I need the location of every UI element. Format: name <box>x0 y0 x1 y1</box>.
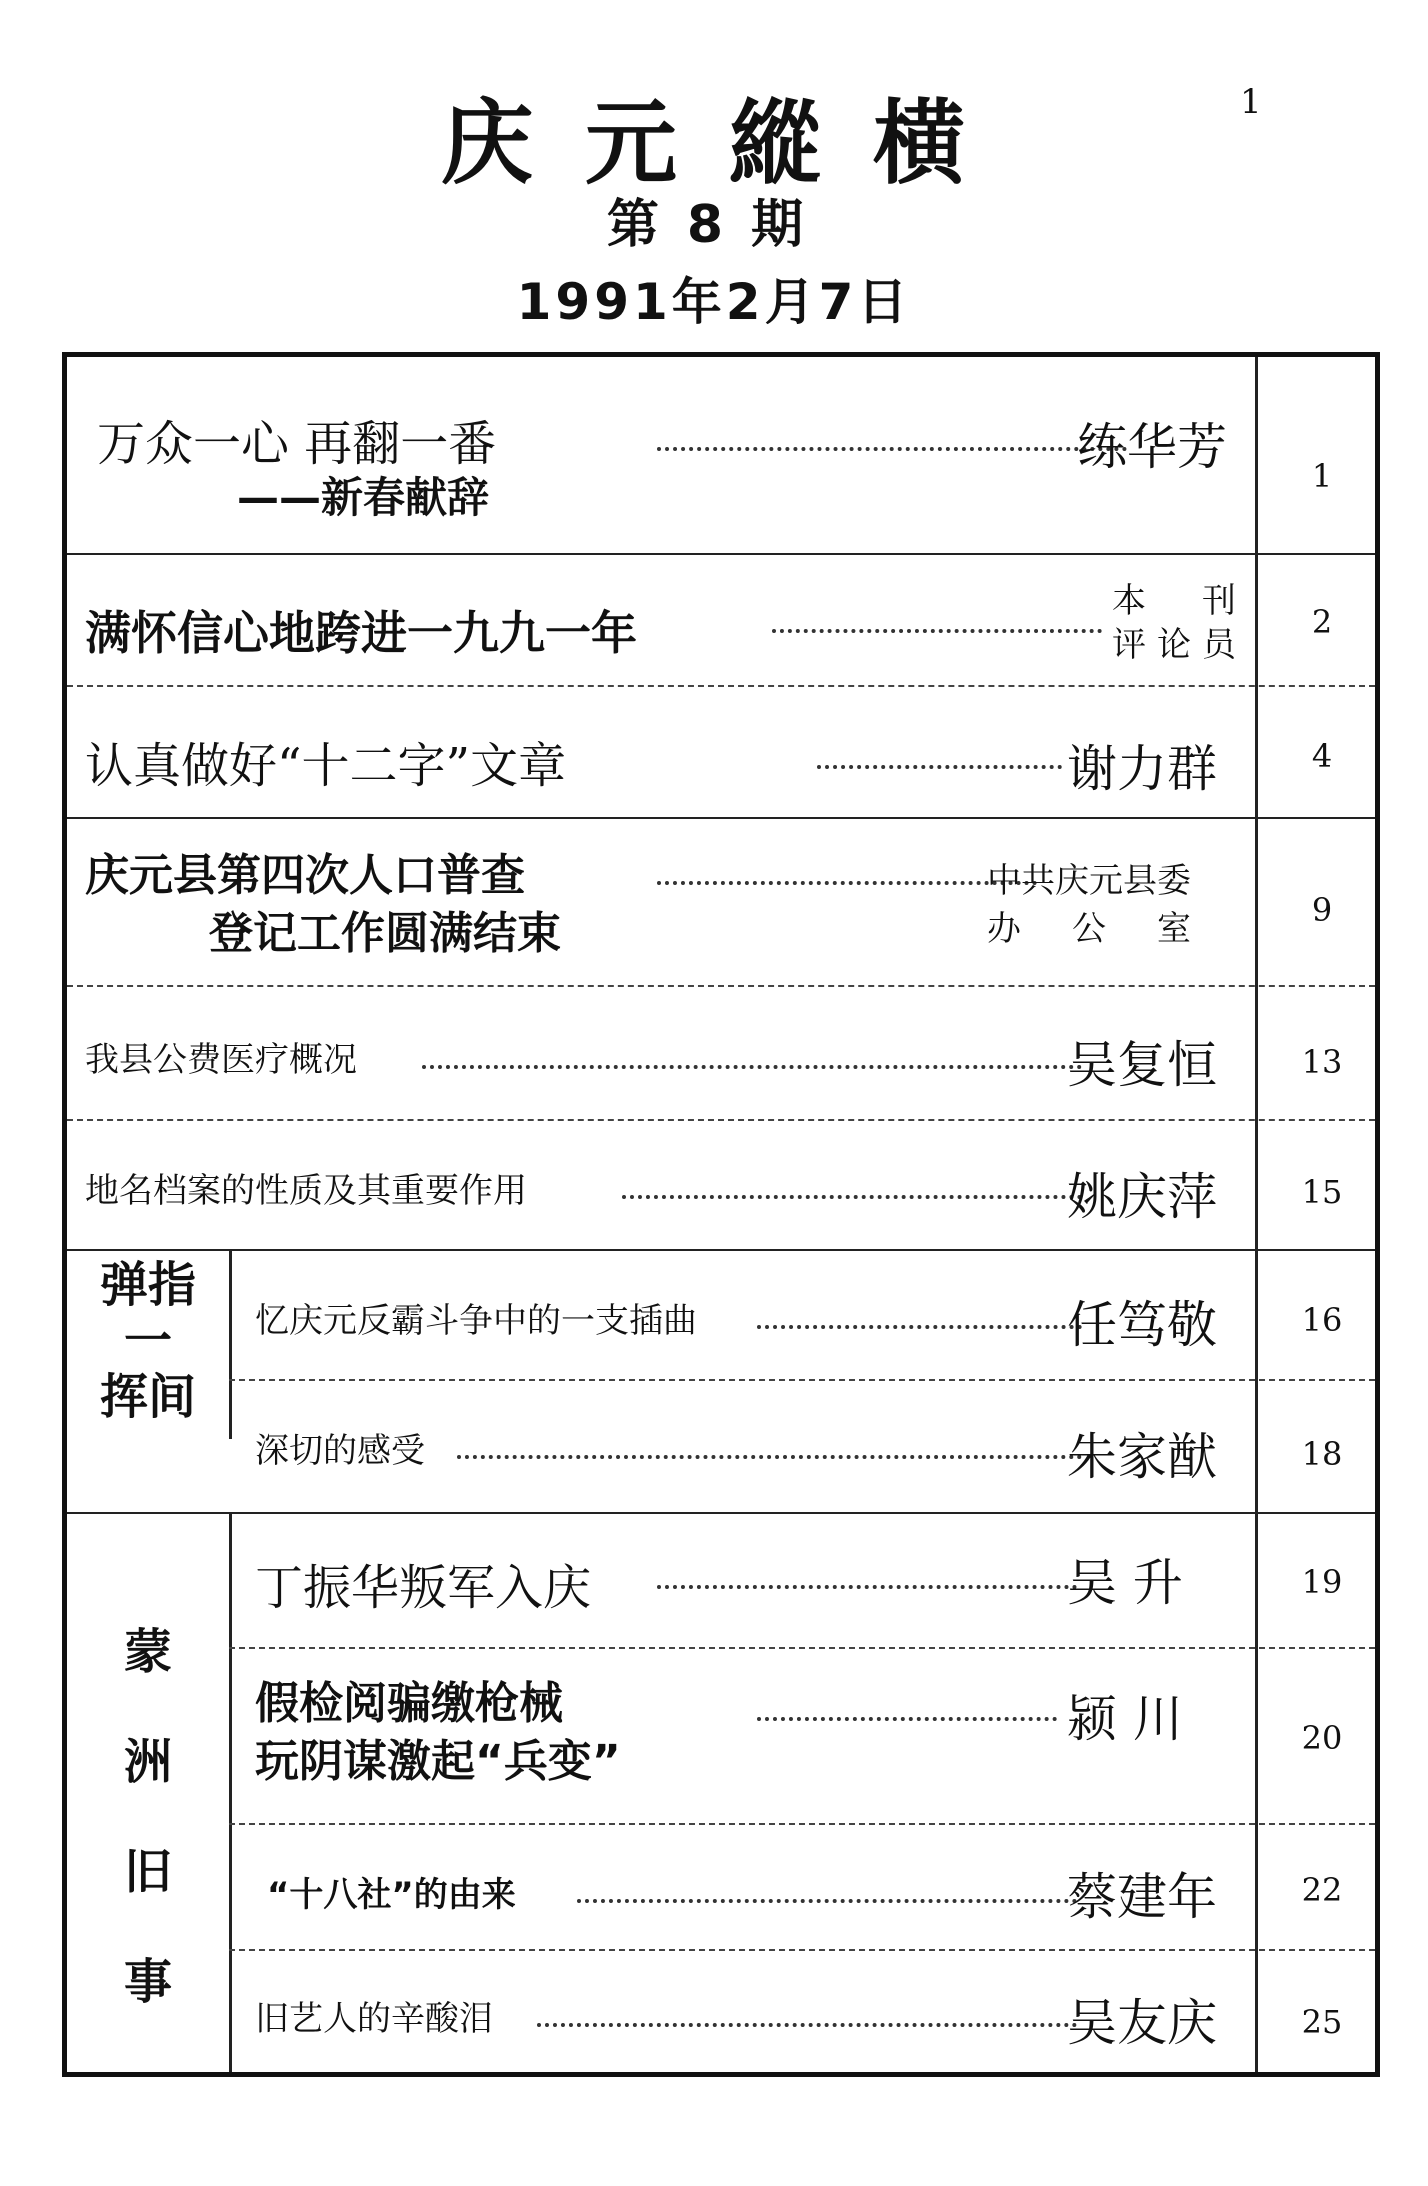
row-divider <box>67 817 1375 819</box>
entry-page: 13 <box>1301 1043 1343 1081</box>
entry-author: 吴 升 <box>1067 1554 1183 1612</box>
entry-page: 18 <box>1301 1435 1343 1473</box>
leader-dots <box>757 1325 1082 1329</box>
entry-title: 认真做好“十二字”文章 <box>85 738 567 794</box>
entry-title: 我县公费医疗概况 <box>85 1040 357 1080</box>
magazine-title: 庆元縱横 <box>440 90 1017 197</box>
entry-page: 9 <box>1311 891 1333 929</box>
entry-title <box>85 847 561 963</box>
entry-title: 万众一心 再翻一番 <box>97 416 497 472</box>
row-divider <box>67 1249 1375 1251</box>
entry-title: 忆庆元反霸斗争中的一支插曲 <box>255 1301 697 1341</box>
entry-author: 吴复恒 <box>1067 1036 1217 1094</box>
entry-page: 4 <box>1311 737 1333 775</box>
title-line: 玩阴谋激起“兵变” <box>255 1736 621 1787</box>
row-divider <box>67 553 1375 555</box>
row-divider <box>67 1512 1375 1514</box>
section-label-line: 洲 <box>123 1734 172 1790</box>
leader-dots <box>577 1899 1077 1903</box>
table-of-contents <box>62 352 1380 2077</box>
entry-author: 任笃敬 <box>1067 1296 1217 1354</box>
row-divider <box>229 1949 1375 1951</box>
leader-dots <box>622 1195 1082 1199</box>
row-divider <box>229 1823 1375 1825</box>
entry-title: 丁振华叛军入庆 <box>255 1560 592 1616</box>
author-line: 办 公 室 <box>987 909 1191 949</box>
entry-subtitle: ——新春献辞 <box>237 473 490 522</box>
entry-author: 蔡建年 <box>1067 1868 1217 1926</box>
entry-author: 颍 川 <box>1067 1690 1183 1748</box>
entry-author: 姚庆萍 <box>1067 1168 1217 1226</box>
leader-dots <box>817 765 1062 769</box>
row-divider <box>229 1647 1375 1649</box>
row-divider <box>229 1379 1375 1381</box>
leader-dots <box>657 447 1127 451</box>
entry-author: 吴友庆 <box>1067 1994 1217 2052</box>
section-divider-1 <box>229 1249 232 1439</box>
section-label-line: 蒙 <box>123 1624 172 1680</box>
section-label-line: 旧 <box>123 1844 172 1900</box>
leader-dots <box>772 629 1102 633</box>
entry-title: 地名档案的性质及其重要作用 <box>85 1171 527 1211</box>
leader-dots <box>657 1585 1077 1589</box>
row-divider <box>67 985 1375 987</box>
leader-dots <box>757 1717 1057 1721</box>
entry-title: 深切的感受 <box>255 1431 425 1471</box>
entry-page: 2 <box>1311 603 1333 641</box>
entry-author: 朱家猷 <box>1067 1428 1217 1486</box>
entry-page: 25 <box>1301 2003 1343 2041</box>
page-column-divider <box>1255 357 1258 2072</box>
section-label-tanzhi <box>67 1257 229 1425</box>
entry-author: 谢力群 <box>1067 740 1217 798</box>
entry-page: 1 <box>1311 457 1333 495</box>
leader-dots <box>422 1065 1082 1069</box>
author-line: 评论员 <box>1112 625 1236 665</box>
author-line: 本 刊 <box>1112 581 1236 621</box>
leader-dots <box>537 2023 1077 2027</box>
section-label-line: 挥间 <box>99 1369 196 1425</box>
entry-title <box>255 1675 621 1791</box>
leader-dots <box>457 1455 1082 1459</box>
page-number: 1 <box>1240 82 1262 122</box>
row-divider <box>67 1119 1375 1121</box>
section-label-line: 一 <box>123 1313 172 1369</box>
section-label-line: 事 <box>123 1954 172 2010</box>
entry-page: 15 <box>1301 1173 1343 1211</box>
entry-author <box>1112 579 1236 667</box>
entry-page: 16 <box>1301 1301 1343 1339</box>
entry-page: 19 <box>1301 1563 1343 1601</box>
title-line: 庆元县第四次人口普查 <box>85 850 525 901</box>
leader-dots <box>657 881 1037 885</box>
section-label-line: 弹指 <box>99 1257 196 1313</box>
section-divider-2 <box>229 1512 232 2072</box>
row-divider <box>67 685 1375 687</box>
title-line: 假检阅骗缴枪械 <box>255 1678 563 1729</box>
section-label-mengzhou <box>67 1597 229 2037</box>
entry-title: 满怀信心地跨进一九九一年 <box>85 606 637 660</box>
entry-title: “十八社”的由来 <box>267 1875 516 1915</box>
entry-title: 旧艺人的辛酸泪 <box>255 1999 493 2039</box>
title-line: 登记工作圆满结束 <box>209 908 561 959</box>
entry-author <box>987 857 1191 953</box>
entry-author: 练华芳 <box>1077 418 1227 476</box>
issue-number: 第8期 <box>606 195 832 255</box>
author-line: 中共庆元县委 <box>987 861 1191 901</box>
entry-page: 20 <box>1301 1719 1343 1757</box>
issue-date: 1991年2月7日 <box>516 273 912 331</box>
entry-page: 22 <box>1301 1871 1343 1909</box>
